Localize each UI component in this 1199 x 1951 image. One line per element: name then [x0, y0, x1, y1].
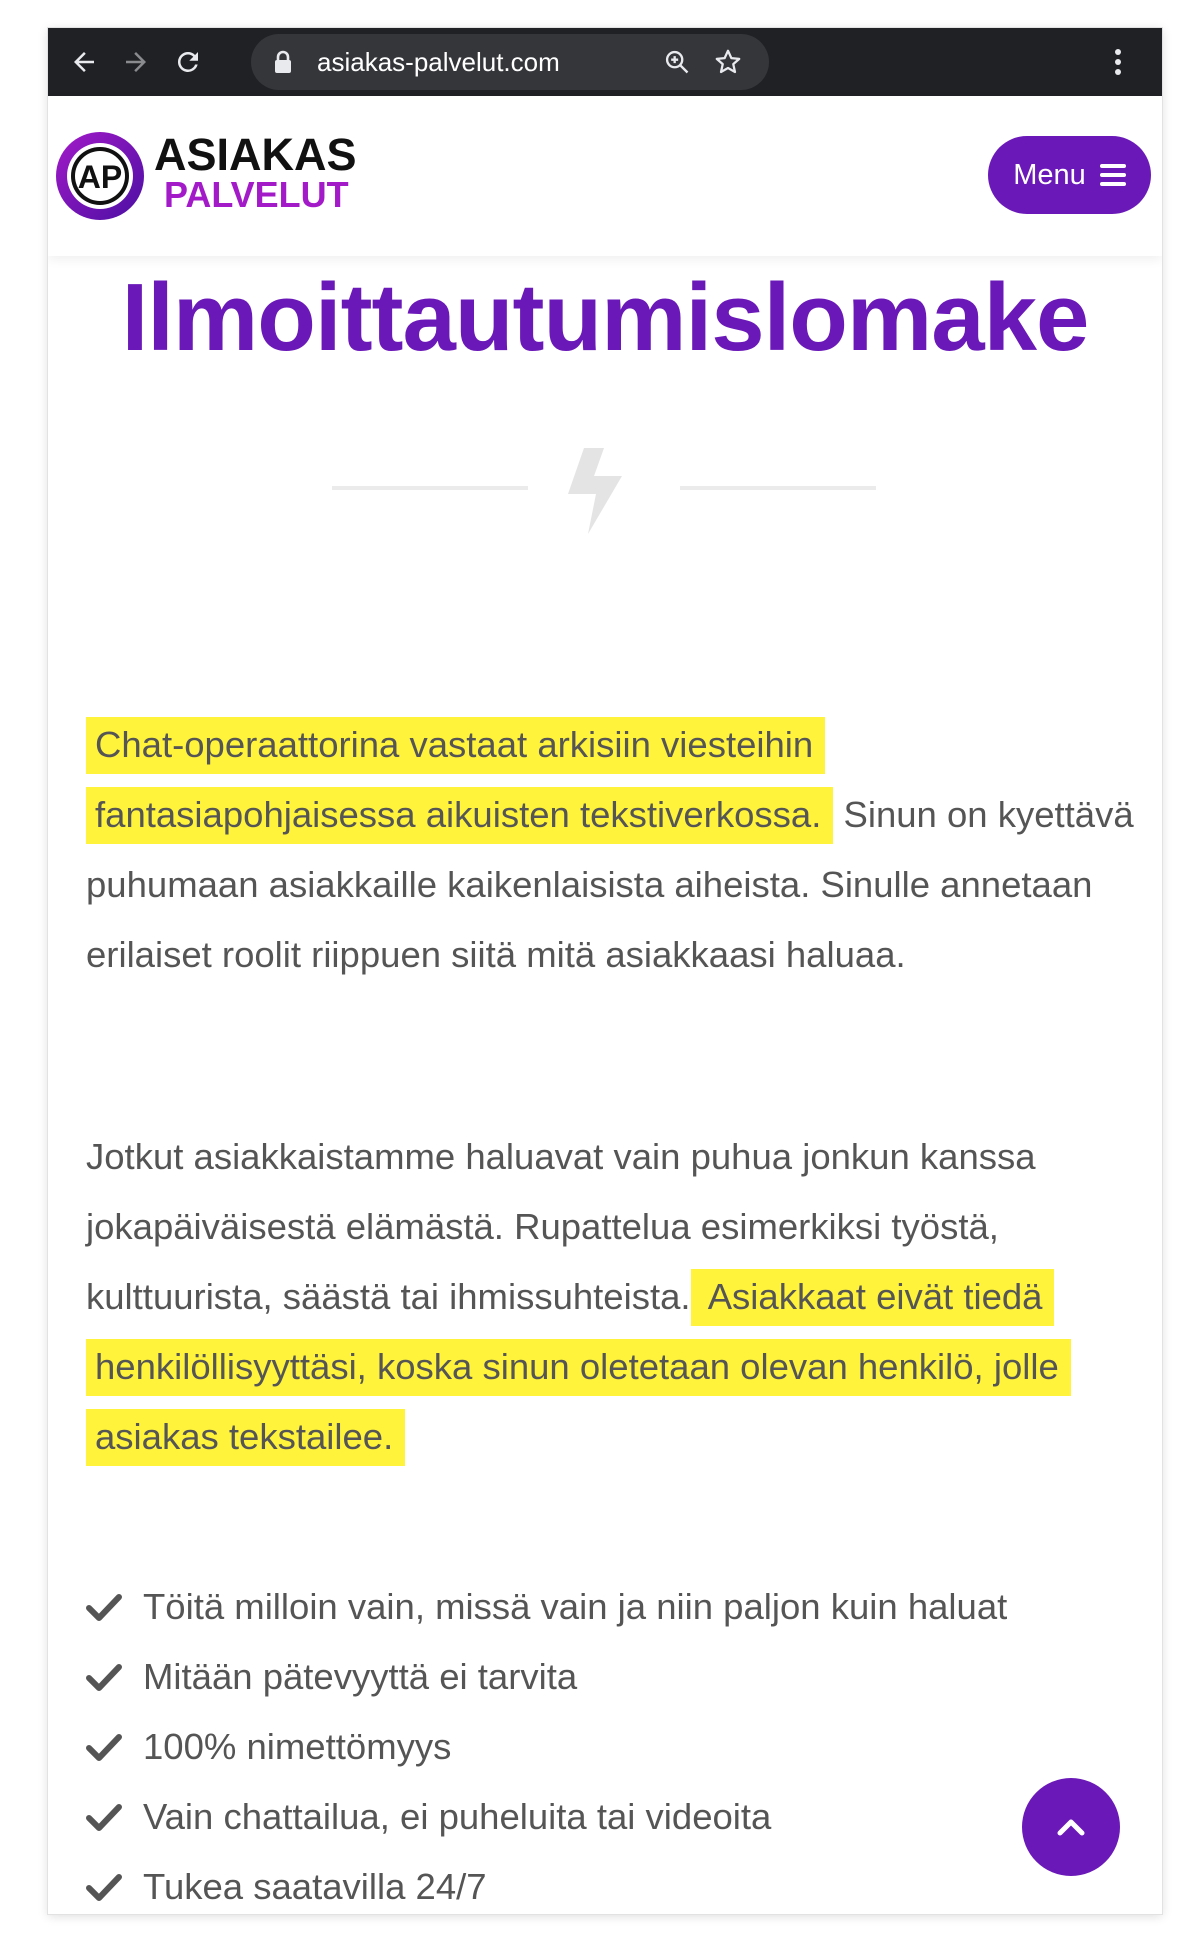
feature-text: Vain chattailua, ei puheluita tai videoita: [143, 1796, 772, 1837]
page-title: Ilmoittautumislomake: [121, 264, 1089, 371]
checkmark-icon: [86, 1592, 122, 1622]
address-bar[interactable]: [251, 34, 769, 90]
lock-icon: [273, 50, 293, 74]
menu-label: Menu: [1013, 158, 1086, 191]
details-text: Jotkut asiakkaistamme haluavat vain puhua jonkun kanssa jokapäiväisestä elämästä. Rupattelua esimerkiksi työstä, kulttuurista, säästä tai ihmissuhteista.: [86, 1136, 1036, 1317]
feature-item: [86, 1572, 1007, 1642]
browser-window: [48, 28, 1162, 1914]
checkmark-icon: [86, 1732, 122, 1762]
feature-text: 100% nimettömyys: [143, 1726, 452, 1767]
feature-text: Tukea saatavilla 24/7: [143, 1866, 487, 1907]
checkmark-icon: [86, 1802, 122, 1832]
feature-item: [86, 1642, 1007, 1712]
back-icon[interactable]: [62, 40, 106, 84]
forward-icon[interactable]: [114, 40, 158, 84]
site-logo[interactable]: [54, 126, 374, 226]
chevron-up-icon: [1056, 1817, 1086, 1837]
feature-item: [86, 1712, 1007, 1782]
browser-toolbar: [48, 28, 1162, 96]
details-paragraph: [86, 1122, 1136, 1472]
zoom-icon[interactable]: [663, 48, 691, 76]
logo-line2: PALVELUT: [164, 174, 349, 215]
star-icon[interactable]: [713, 47, 743, 77]
logo-monogram: AP: [77, 159, 123, 195]
intro-paragraph: [86, 710, 1136, 990]
intro-highlight: Chat-operaattorina vastaat arkisiin viesteihin fantasiapohjaisessa aikuisten tekstiverkossa.: [86, 717, 833, 844]
logo-line1: ASIAKAS: [154, 129, 357, 180]
checkmark-icon: [86, 1662, 122, 1692]
feature-item: [86, 1852, 1007, 1914]
details-highlight: Asiakkaat eivät tiedä henkilöllisyyttäsi, koska sinun oletetaan olevan henkilö, jolle asiakas tekstailee.: [86, 1269, 1071, 1466]
more-vertical-icon[interactable]: [1096, 40, 1140, 84]
reload-icon[interactable]: [166, 40, 210, 84]
lightning-bolt-icon: [568, 448, 622, 534]
intro-text: Sinun on kyettävä puhumaan asiakkaille kaikenlaisista aiheista. Sinulle annetaan erilaiset roolit riippuen siitä mitä asiakkaasi haluaa.: [86, 794, 1134, 975]
feature-text: Töitä milloin vain, missä vain ja niin paljon kuin haluat: [143, 1586, 1008, 1627]
url-text[interactable]: asiakas-palvelut.com: [317, 47, 560, 77]
site-header: [48, 96, 1162, 256]
scroll-to-top-button[interactable]: [1022, 1778, 1120, 1876]
feature-item: [86, 1782, 1007, 1852]
feature-list: [86, 1572, 1007, 1914]
menu-button[interactable]: [988, 136, 1151, 214]
checkmark-icon: [86, 1872, 122, 1902]
feature-text: Mitään pätevyyttä ei tarvita: [143, 1656, 578, 1697]
hamburger-icon: [1100, 164, 1126, 186]
title-divider: [332, 438, 876, 538]
